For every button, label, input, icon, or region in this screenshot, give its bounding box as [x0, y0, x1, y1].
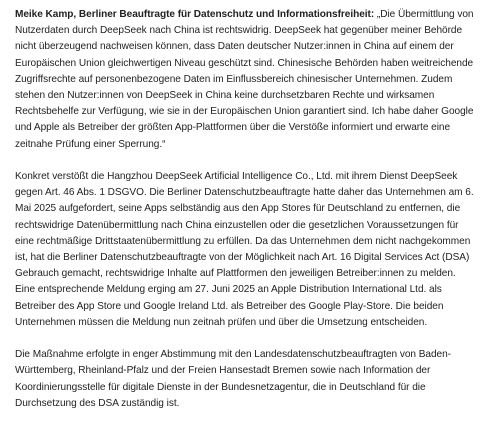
paragraph-coordination — [15, 347, 474, 412]
speaker-lead: Meike Kamp, Berliner Beauftragte für Datenschutz und Informationsfreiheit: — [15, 9, 375, 20]
coordination-text: Die Maßnahme erfolgte in enger Abstimmung mit den Landesdatenschutzbeauftragten von Baden-Württemberg, Rheinland-Pfalz und der Freien Hansestadt Bremen sowie nach Information der Koordinierungsstelle für digitale Dienste in der Bundesnetzagentur, die in Deutschland für die Durchsetzung des DSA zuständig ist. — [15, 349, 451, 409]
press-release-body — [15, 7, 474, 412]
paragraph-details — [15, 169, 474, 331]
statement-text: „Die Übermittlung von Nutzerdaten durch DeepSeek nach China ist rechtswidrig. DeepSeek hat gegenüber meiner Behörde nicht überzeugend nachweisen können, dass Daten deutscher Nutzer:innen in China auf einem der Europäischen Union gleichwertigen Niveau geschützt sind. Chinesische Behörden haben weitreichende Zugriffsrechte auf personenbezogene Daten im Einflussbereich chinesischer Unternehmen. Zudem stehen den Nutzer:innen von DeepSeek in China keine durchsetzbaren Rechte und wirksamen Rechtsbehelfe zur Verfügung, wie sie in der Europäischen Union garantiert sind. Ich habe daher Google und Apple als Betreiber der größten App-Plattformen über die Verstöße informiert und erwarte eine zeitnahe Prüfung einer Sperrung.“ — [15, 9, 474, 150]
details-text: Konkret verstößt die Hangzhou DeepSeek Artificial Intelligence Co., Ltd. mit ihrem Dienst DeepSeek gegen Art. 46 Abs. 1 DSGVO. Die Berliner Datenschutzbeauftragte hatte daher das Unternehmen am 6. Mai 2025 aufgefordert, seine Apps selbständig aus den App Stores für Deutschland zu entfernen, die rechtswidrige Datenübermittlung nach China einzustellen oder die gesetzlichen Voraussetzungen für eine rechtmäßige Drittstaatenübermittlung zu erfüllen. Da das Unternehmen dem nicht nachgekommen ist, hat die Berliner Datenschutzbeauftragte von der Möglichkeit nach Art. 16 Digital Services Act (DSA) Gebrauch gemacht, rechtswidrige Inhalte auf Plattformen den jeweiligen Betreiber:innen zu melden. Eine entsprechende Meldung erging am 27. Juni 2025 an Apple Distribution International Ltd. als Betreiber des App Store und Google Ireland Ltd. als Betreiber des Google Play-Store. Die beiden Unternehmen müssen die Meldung nun zeitnah prüfen und über die Umsetzung entscheiden. — [15, 171, 474, 328]
paragraph-statement — [15, 7, 474, 153]
